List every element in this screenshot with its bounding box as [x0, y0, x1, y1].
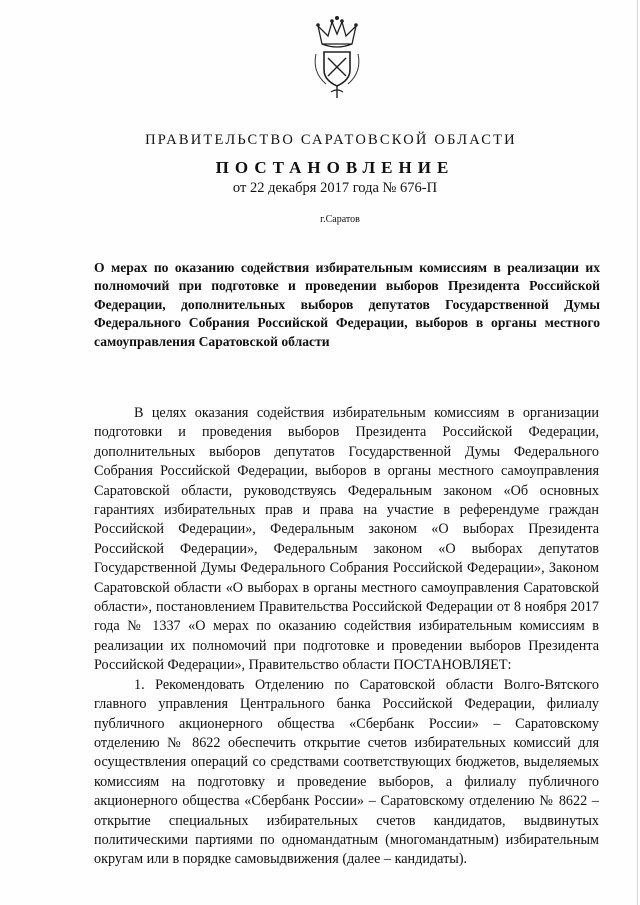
item-1-paragraph: 1. Рекомендовать Отделению по Саратовской области Волго-Вятского главного управления Центрального банка Российской Федерации, филиалу публичного акционерного общества «Сбербанк России» – Саратовскому отделению № 8622 обеспечить открытие счетов избирательных комиссий для осуществления операций со средствами соответствующих бюджетов, выделяемых комиссиям на подготовку и проведение выборов, а филиалу публичного акционерного общества «Сбербанк России» – Саратовскому отделению № 8622 – открытие специальных избирательных счетов кандидатов, выдвинутых политическими партиями по одномандатным (многомандатным) избирательным округам или в порядке самовыдвижения (далее – кандидаты).	[94, 676, 599, 868]
resolution-subject: О мерах по оказанию содействия избирательным комиссиям в реализации их полномочий при подготовке и проведении выборов Президента Российской Федерации, дополнительных выборов депутатов Государственной Думы Федерального Собрания Российской Федерации, выборов в органы местного самоуправления Саратовской области	[94, 260, 600, 349]
document-type-title: ПОСТАНОВЛЕНИЕ	[215, 158, 455, 177]
document-city: г.Саратов	[320, 214, 360, 225]
coat-of-arms-emblem	[304, 14, 370, 100]
resolution-body	[94, 404, 599, 870]
preamble-paragraph: В целях оказания содействия избирательным комиссиям в организации подготовки и проведения выборов Президента Российской Федерации, дополнительных выборов депутатов Государственной Думы Федерального Собрания Российской Федерации, выборов в органы местного самоуправления Саратовской области, руководствуясь Федеральным законом «Об основных гарантиях избирательных прав и права на участие в референдуме граждан Российской Федерации», Федеральным законом «О выборах Президента Российской Федерации», Федеральным законом «О выборах депутатов Государственной Думы Федерального Собрания Российской Федерации», Законом Саратовской области «О выборах в органы местного самоуправления Саратовской области», постановлением Правительства Российской Федерации от 8 ноября 2017 года № 1337 «О мерах по оказанию содействия избирательным комиссиям в реализации их полномочий при подготовке и проведении выборов Президента Российской Федерации», Правительство области ПОСТАНОВЛЯЕТ:	[94, 405, 599, 674]
document-date-number: от 22 декабря 2017 года № 676-П	[232, 180, 438, 196]
government-title: ПРАВИТЕЛЬСТВО САРАТОВСКОЙ ОБЛАСТИ	[145, 132, 517, 148]
